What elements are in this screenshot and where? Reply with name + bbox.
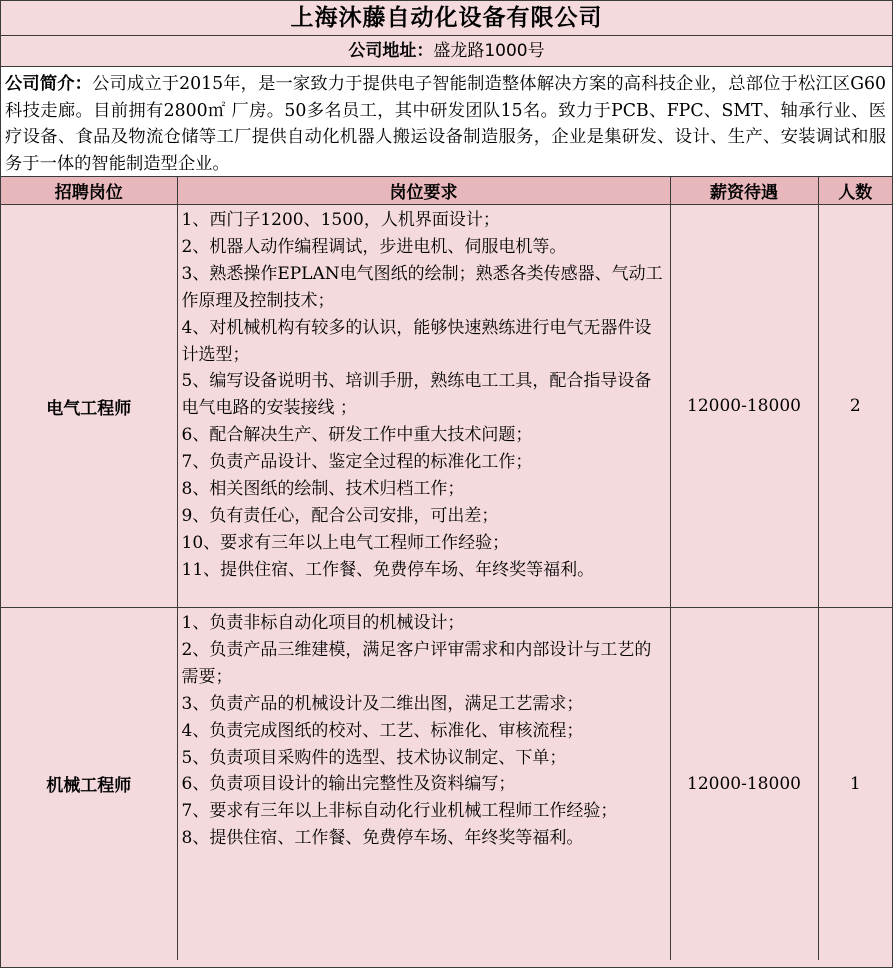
requirements-cell xyxy=(177,608,670,960)
requirements-cell xyxy=(177,205,670,608)
requirement-item: 8、提供住宿、工作餐、免费停车场、年终奖等福利。 xyxy=(181,828,584,849)
header-position: 招聘岗位 xyxy=(1,177,177,205)
requirement-item: 5、编写设备说明书、培训手册，熟练电工工具，配合指导设备电气电路的安装接线 ； xyxy=(181,371,652,419)
address-value: 盛龙路1000号 xyxy=(433,41,545,61)
salary-cell: 12000-18000 xyxy=(670,608,818,960)
header-count: 人数 xyxy=(818,177,892,205)
requirement-item: 3、熟悉操作EPLAN电气图纸的绘制；熟悉各类传感器、气动工作原理及控制技术； xyxy=(181,263,663,311)
count-cell: 1 xyxy=(818,608,892,960)
requirement-item: 5、负责项目采购件的选型、技术协议制定、下单； xyxy=(181,747,567,768)
requirement-item: 1、负责非标自动化项目的机械设计； xyxy=(181,613,465,633)
header-requirements: 岗位要求 xyxy=(177,177,670,205)
table-row xyxy=(1,205,892,608)
requirement-item: 3、负责产品的机械设计及二维出图，满足工艺需求； xyxy=(181,693,584,714)
count-cell: 2 xyxy=(818,205,892,608)
requirements-list xyxy=(182,610,668,852)
requirement-item: 1、西门子1200、1500，人机界面设计； xyxy=(181,210,500,230)
company-intro xyxy=(1,67,892,177)
requirement-item: 8、相关图纸的绘制、技术归档工作； xyxy=(181,479,465,500)
intro-label: 公司简介： xyxy=(5,74,93,94)
requirement-item: 7、负责产品设计、鉴定全过程的标准化工作； xyxy=(181,452,533,473)
table-row xyxy=(1,608,892,960)
requirement-item: 6、负责项目设计的输出完整性及资料编写； xyxy=(181,774,516,795)
requirement-item: 2、负责产品三维建模，满足客户评审需求和内部设计与工艺的需要； xyxy=(181,639,652,687)
position-cell: 电气工程师 xyxy=(1,205,177,608)
company-title: 上海沐藤自动化设备有限公司 xyxy=(1,1,892,36)
salary-cell: 12000-18000 xyxy=(670,205,818,608)
requirement-item: 9、负有责任心，配合公司安排，可出差； xyxy=(181,505,499,526)
requirements-list xyxy=(182,207,668,584)
address-label: 公司地址： xyxy=(348,41,434,61)
job-table xyxy=(1,177,892,960)
requirement-item: 4、负责完成图纸的校对、工艺、标准化、审核流程； xyxy=(181,720,584,741)
table-header-row xyxy=(1,177,892,205)
requirement-item: 11、提供住宿、工作餐、免费停车场、年终奖等福利。 xyxy=(181,559,595,580)
intro-text: 公司成立于2015年，是一家致力于提供电子智能制造整体解决方案的高科技企业，总部位于松江区G60科技走廊。目前拥有2800㎡ 厂房。50多名员工，其中研发团队15名。致力于PCB、FPC、SMT、轴承行业、医疗设备、食品及物流仓储等工厂提供自动化机器人搬运设备制造服务，企业是集研发、设计、生产、安装调试和服务于一体的智能制造型企业。 xyxy=(5,74,886,174)
header-salary: 薪资待遇 xyxy=(670,177,818,205)
position-cell: 机械工程师 xyxy=(1,608,177,960)
company-address xyxy=(1,36,892,67)
requirement-item: 6、配合解决生产、研发工作中重大技术问题； xyxy=(181,425,533,446)
requirement-item: 4、对机械机构有较多的认识，能够快速熟练进行电气无器件设计选型； xyxy=(181,317,652,365)
requirement-item: 10、要求有三年以上电气工程师工作经验； xyxy=(181,532,510,553)
requirement-item: 7、要求有三年以上非标自动化行业机械工程师工作经验； xyxy=(181,801,618,822)
requirement-item: 2、机器人动作编程调试，步进电机、伺服电机等。 xyxy=(181,236,567,257)
